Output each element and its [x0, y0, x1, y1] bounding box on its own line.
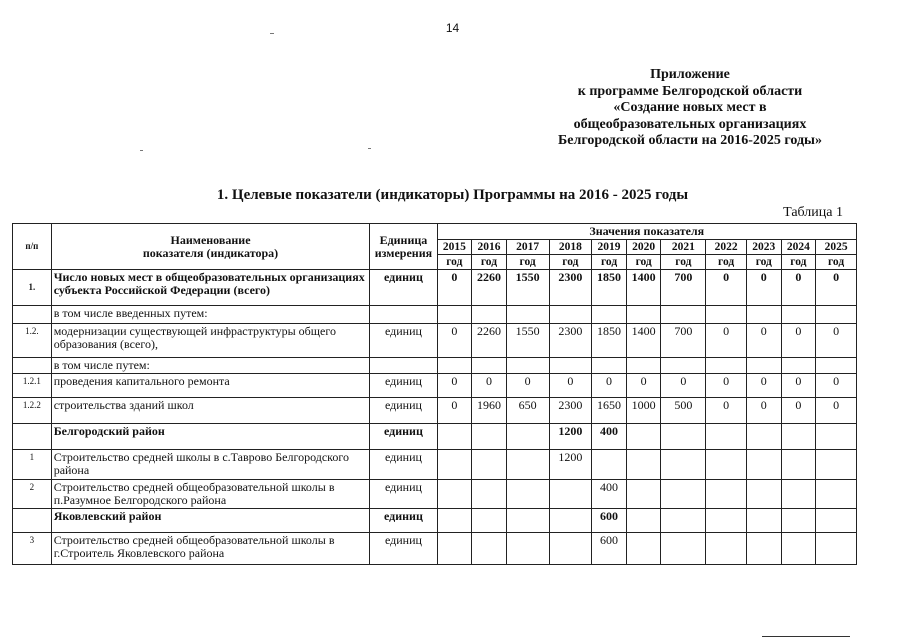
row-value: 2300	[549, 270, 592, 306]
row-unit: единиц	[370, 324, 437, 358]
appendix-line: к программе Белгородской области	[577, 83, 803, 99]
row-value: 0	[816, 374, 857, 398]
row-value	[661, 306, 706, 324]
row-value	[661, 533, 706, 565]
row-value: 0	[816, 398, 857, 424]
row-value	[781, 533, 816, 565]
row-value: 0	[746, 324, 781, 358]
table-label: Таблица 1	[783, 205, 843, 220]
row-pp: 1.2.2	[13, 398, 52, 424]
row-value: 0	[746, 374, 781, 398]
table-row	[13, 306, 857, 324]
row-value	[816, 306, 857, 324]
row-value	[592, 358, 627, 374]
row-value	[626, 509, 661, 533]
header-year: 2019	[592, 240, 627, 255]
row-value: 1200	[549, 450, 592, 480]
row-value	[626, 480, 661, 509]
table-row	[13, 480, 857, 509]
row-unit: единиц	[370, 533, 437, 565]
header-year-suffix: год	[661, 255, 706, 270]
row-value: 0	[437, 270, 472, 306]
row-pp: 1.2.	[13, 324, 52, 358]
row-value	[661, 450, 706, 480]
table-row	[13, 374, 857, 398]
row-value: 600	[592, 509, 627, 533]
header-unit: Единица измерения	[370, 224, 437, 270]
header-year-suffix: год	[816, 255, 857, 270]
page-number: 14	[445, 21, 460, 35]
row-value	[549, 480, 592, 509]
appendix-line: Белгородской области на 2016-2025 годы»	[558, 133, 822, 148]
row-unit: единиц	[370, 398, 437, 424]
header-year: 2025	[816, 240, 857, 255]
table-body	[13, 270, 857, 565]
row-name: Строительство средней общеобразовательной школы в п.Разумное Белгородского района	[51, 480, 370, 509]
row-value	[437, 358, 472, 374]
row-value: 2260	[472, 270, 507, 306]
row-value: 400	[592, 424, 627, 450]
row-value: 0	[506, 374, 549, 398]
row-value: 1850	[592, 324, 627, 358]
row-value	[549, 358, 592, 374]
indicators-table	[12, 223, 857, 565]
table-row	[13, 324, 857, 358]
row-value	[781, 424, 816, 450]
row-value	[706, 424, 747, 450]
row-value	[746, 358, 781, 374]
row-value: 2260	[472, 324, 507, 358]
row-value	[506, 358, 549, 374]
row-unit: единиц	[370, 480, 437, 509]
row-value	[781, 306, 816, 324]
row-value	[549, 509, 592, 533]
row-value: 1550	[506, 270, 549, 306]
row-value	[472, 509, 507, 533]
row-value: 0	[816, 324, 857, 358]
row-value	[506, 480, 549, 509]
row-value	[506, 533, 549, 565]
row-pp	[13, 358, 52, 374]
row-value	[437, 424, 472, 450]
header-year-suffix: год	[746, 255, 781, 270]
row-value	[781, 358, 816, 374]
appendix-heading	[520, 67, 860, 150]
row-value	[746, 450, 781, 480]
row-value: 1850	[592, 270, 627, 306]
row-value	[592, 306, 627, 324]
row-value	[437, 509, 472, 533]
scan-speck	[368, 148, 371, 149]
row-value	[746, 306, 781, 324]
row-value: 0	[781, 324, 816, 358]
row-name: проведения капитального ремонта	[51, 374, 370, 398]
row-value: 0	[549, 374, 592, 398]
row-unit	[370, 306, 437, 324]
row-value: 1650	[592, 398, 627, 424]
section-title: 1. Целевые показатели (индикаторы) Программы на 2016 - 2025 годы	[216, 187, 689, 203]
table-row	[13, 398, 857, 424]
row-value	[706, 509, 747, 533]
row-value	[437, 450, 472, 480]
row-value: 1200	[549, 424, 592, 450]
row-value: 0	[816, 270, 857, 306]
row-unit: единиц	[370, 424, 437, 450]
header-year: 2024	[781, 240, 816, 255]
header-year-suffix: год	[592, 255, 627, 270]
row-pp	[13, 509, 52, 533]
row-pp: 1.2.1	[13, 374, 52, 398]
row-value	[626, 424, 661, 450]
row-value	[472, 358, 507, 374]
row-value: 1000	[626, 398, 661, 424]
row-value: 0	[437, 398, 472, 424]
header-name: Наименование показателя (индикатора)	[51, 224, 370, 270]
row-pp: 3	[13, 533, 52, 565]
row-unit: единиц	[370, 450, 437, 480]
table-header	[13, 224, 857, 270]
appendix-line: общеобразовательных организациях	[573, 116, 807, 132]
row-value	[706, 306, 747, 324]
header-year-suffix: год	[706, 255, 747, 270]
row-value	[472, 424, 507, 450]
header-year: 2018	[549, 240, 592, 255]
header-year: 2023	[746, 240, 781, 255]
row-name: строительства зданий школ	[51, 398, 370, 424]
row-value: 400	[592, 480, 627, 509]
row-value: 2300	[549, 398, 592, 424]
row-value	[706, 533, 747, 565]
row-value	[781, 509, 816, 533]
row-value: 0	[706, 270, 747, 306]
footer-rule	[762, 636, 850, 637]
row-value	[781, 450, 816, 480]
row-unit: единиц	[370, 270, 437, 306]
row-value	[661, 480, 706, 509]
table-row	[13, 424, 857, 450]
header-year-suffix: год	[437, 255, 472, 270]
row-pp	[13, 424, 52, 450]
header-year-suffix: год	[781, 255, 816, 270]
row-value	[626, 358, 661, 374]
row-value: 0	[592, 374, 627, 398]
header-year-suffix: год	[472, 255, 507, 270]
row-value	[661, 509, 706, 533]
table-row	[13, 270, 857, 306]
scan-speck	[270, 33, 274, 34]
header-year: 2021	[661, 240, 706, 255]
row-name: Число новых мест в общеобразовательных организациях субъекта Российской Федерации (всего)	[51, 270, 370, 306]
row-value: 0	[626, 374, 661, 398]
row-value	[746, 509, 781, 533]
row-name: в том числе путем:	[51, 358, 370, 374]
row-value: 500	[661, 398, 706, 424]
row-pp: 2	[13, 480, 52, 509]
appendix-line: «Создание новых мест в	[613, 100, 767, 115]
row-name: Строительство средней школы в с.Таврово Белгородского района	[51, 450, 370, 480]
header-year: 2015	[437, 240, 472, 255]
row-value: 0	[661, 374, 706, 398]
row-value: 0	[781, 398, 816, 424]
row-value: 700	[661, 324, 706, 358]
row-value: 0	[706, 374, 747, 398]
row-value	[472, 480, 507, 509]
row-name: в том числе введенных путем:	[51, 306, 370, 324]
header-year: 2020	[626, 240, 661, 255]
row-value	[506, 509, 549, 533]
row-value	[506, 306, 549, 324]
row-value	[706, 480, 747, 509]
row-value: 0	[746, 270, 781, 306]
row-value	[437, 306, 472, 324]
row-value: 700	[661, 270, 706, 306]
row-value	[472, 533, 507, 565]
header-year: 2016	[472, 240, 507, 255]
table-row	[13, 358, 857, 374]
row-value	[816, 450, 857, 480]
row-value	[661, 358, 706, 374]
header-year: 2017	[506, 240, 549, 255]
row-value: 0	[472, 374, 507, 398]
row-value: 0	[437, 374, 472, 398]
header-values-title: Значения показателя	[437, 224, 856, 240]
row-name: Строительство средней общеобразовательной школы в г.Строитель Яковлевского района	[51, 533, 370, 565]
row-pp: 1.	[13, 270, 52, 306]
appendix-line: Приложение	[650, 67, 730, 82]
scan-speck	[140, 150, 143, 151]
row-pp	[13, 306, 52, 324]
row-value	[706, 358, 747, 374]
row-value: 0	[437, 324, 472, 358]
row-value	[816, 509, 857, 533]
table-row	[13, 533, 857, 565]
row-value: 0	[706, 324, 747, 358]
row-value	[437, 533, 472, 565]
row-value	[706, 450, 747, 480]
table-row	[13, 509, 857, 533]
row-value: 1400	[626, 324, 661, 358]
row-value	[816, 533, 857, 565]
row-value	[816, 358, 857, 374]
row-value: 650	[506, 398, 549, 424]
row-value: 1960	[472, 398, 507, 424]
table-row	[13, 450, 857, 480]
row-value	[592, 450, 627, 480]
row-unit: единиц	[370, 509, 437, 533]
row-value: 0	[781, 374, 816, 398]
header-year-suffix: год	[626, 255, 661, 270]
row-name: модернизации существующей инфраструктуры общего образования (всего),	[51, 324, 370, 358]
row-value	[746, 533, 781, 565]
row-value	[437, 480, 472, 509]
row-value: 0	[706, 398, 747, 424]
row-value	[626, 450, 661, 480]
row-unit	[370, 358, 437, 374]
row-value: 1400	[626, 270, 661, 306]
row-value	[626, 306, 661, 324]
row-name: Яковлевский район	[51, 509, 370, 533]
row-value: 0	[781, 270, 816, 306]
row-value: 0	[746, 398, 781, 424]
row-value	[816, 424, 857, 450]
row-name: Белгородский район	[51, 424, 370, 450]
row-value	[816, 480, 857, 509]
row-unit: единиц	[370, 374, 437, 398]
row-value	[472, 450, 507, 480]
header-pp: п/п	[13, 224, 52, 270]
row-value	[746, 480, 781, 509]
row-pp: 1	[13, 450, 52, 480]
row-value	[549, 306, 592, 324]
header-year: 2022	[706, 240, 747, 255]
header-year-suffix: год	[506, 255, 549, 270]
row-value	[506, 450, 549, 480]
row-value	[626, 533, 661, 565]
row-value	[781, 480, 816, 509]
row-value: 1550	[506, 324, 549, 358]
row-value	[506, 424, 549, 450]
row-value	[472, 306, 507, 324]
row-value: 600	[592, 533, 627, 565]
row-value	[661, 424, 706, 450]
row-value: 2300	[549, 324, 592, 358]
row-value	[549, 533, 592, 565]
row-value	[746, 424, 781, 450]
header-year-suffix: год	[549, 255, 592, 270]
